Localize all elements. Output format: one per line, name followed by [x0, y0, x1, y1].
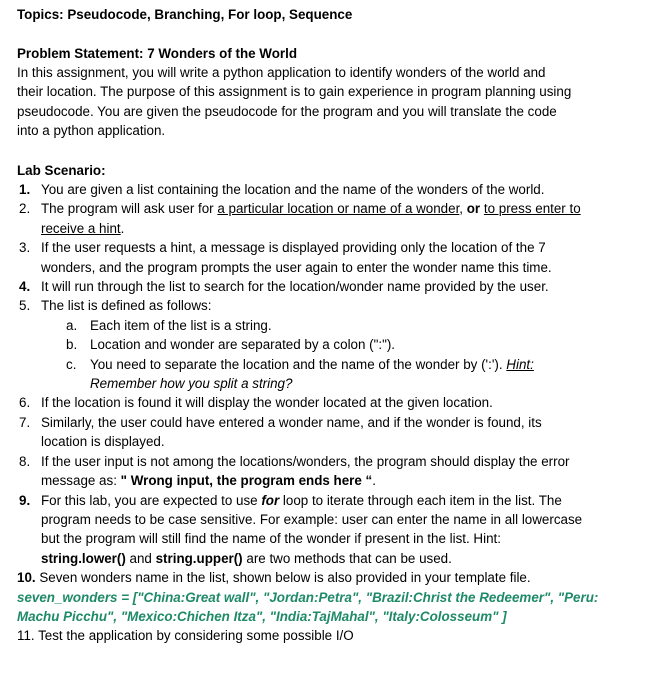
- item-text: If the user input is not among the locations/wonders, the program should display the error: [41, 453, 570, 469]
- list-item-8: [17, 452, 645, 491]
- item-number: 2.: [19, 201, 31, 217]
- topics-heading: Topics: Pseudocode, Branching, For loop, Sequence: [17, 7, 353, 22]
- item-number: 5.: [19, 298, 31, 314]
- underlined-phrase: a particular location or name of a wonder: [217, 201, 460, 217]
- item-number: 9.: [19, 492, 31, 508]
- item-text: but the program will still find the name of the wonder if present in the list. Hint:: [41, 531, 501, 547]
- list-item-11: [17, 626, 645, 645]
- item-text: location is displayed.: [41, 434, 165, 450]
- sub-item-a: [17, 316, 645, 335]
- item-number: 4.: [19, 279, 31, 295]
- list-item-7: [17, 413, 645, 452]
- problem-statement-title: Problem Statement: 7 Wonders of the World: [17, 46, 297, 61]
- sub-item-c: [17, 355, 645, 394]
- list-item-2: [17, 199, 645, 238]
- item-text: Seven wonders name in the list, shown below is also provided in your template file.: [35, 570, 531, 586]
- list-item-4: [17, 277, 645, 296]
- method-name: string.lower(): [41, 550, 126, 566]
- list-item-1: [17, 180, 645, 199]
- item-text: program needs to be case sensitive. For example: user can enter the name in all lowercase: [41, 511, 583, 527]
- item-text: 11. Test the application by considering some possible I/O: [17, 628, 354, 644]
- item-text: wonders, and the program prompts the user again to enter the wonder name this time.: [41, 259, 552, 275]
- sub-item-letter: a.: [66, 317, 78, 333]
- intro-line: pseudocode. You are given the pseudocode for the program and you will translate the code: [17, 103, 557, 119]
- item-text: It will run through the list to search for the location/wonder name provided by the user.: [41, 279, 549, 295]
- item-number: 1.: [19, 182, 31, 197]
- item-text: For this lab, you are expected to use: [41, 492, 262, 508]
- item-text: and: [125, 550, 156, 566]
- item-text: If the location is found it will display the wonder located at the given location.: [41, 395, 493, 411]
- or-word: or: [466, 201, 481, 217]
- problem-intro: [17, 63, 642, 141]
- code-line: seven_wonders = ["China:Great wall", "Jordan:Petra", "Brazil:Christ the Redeemer", "Peru:: [17, 589, 599, 605]
- list-item-9: [17, 491, 645, 569]
- list-item-3: [17, 238, 645, 277]
- item-number: 8.: [19, 453, 31, 469]
- item-number: 7.: [19, 414, 31, 430]
- for-keyword: for: [261, 492, 280, 508]
- item-text: The program will ask user for: [41, 201, 218, 217]
- item-text: loop to iterate through each item in the list. The: [279, 492, 562, 508]
- item-text: ,: [459, 201, 467, 217]
- hint-label: Hint:: [506, 356, 534, 372]
- item-text: .: [372, 473, 376, 489]
- list-item-5: [17, 296, 645, 315]
- intro-line: into a python application.: [17, 123, 166, 139]
- item-text: are two methods that can be used.: [242, 550, 452, 566]
- sub-item-letter: c.: [66, 356, 77, 372]
- list-item-6: [17, 393, 645, 412]
- list-item-10: [17, 568, 645, 626]
- error-message: " Wrong input, the program ends here “: [120, 473, 373, 489]
- item-text: The list is defined as follows:: [41, 298, 212, 314]
- item-text: You are given a list containing the location and the name of the wonders of the world.: [41, 182, 545, 197]
- sub-item-b: [17, 335, 645, 354]
- sub-item-text: Location and wonder are separated by a colon (":").: [90, 337, 396, 353]
- sub-item-letter: b.: [66, 337, 78, 353]
- intro-line: In this assignment, you will write a python application to identify wonders of the world and: [17, 65, 546, 80]
- intro-line: their location. The purpose of this assignment is to gain experience in program planning using: [17, 84, 572, 100]
- sub-item-text: You need to separate the location and the name of the wonder by (':').: [90, 356, 507, 372]
- hint-text: Remember how you split a string?: [90, 376, 293, 392]
- underlined-phrase: to press enter to: [483, 201, 581, 217]
- item-text: Similarly, the user could have entered a wonder name, and if the wonder is found, its: [41, 414, 542, 430]
- item-text: message as:: [41, 473, 121, 489]
- item-number: 6.: [19, 395, 31, 411]
- item-number: 10.: [17, 570, 36, 586]
- item-text: .: [120, 220, 125, 236]
- lab-scenario-title: Lab Scenario:: [17, 163, 106, 178]
- lab-scenario-list: [17, 180, 645, 646]
- sub-item-text: Each item of the list is a string.: [90, 317, 272, 333]
- method-name: string.upper(): [155, 550, 243, 566]
- code-line: Machu Picchu", "Mexico:Chichen Itza", "India:TajMahal", "Italy:Colosseum" ]: [17, 608, 507, 624]
- underlined-phrase: receive a hint: [41, 220, 121, 236]
- item-text: If the user requests a hint, a message is displayed providing only the location of the 7: [41, 240, 546, 256]
- item-number: 3.: [19, 240, 31, 256]
